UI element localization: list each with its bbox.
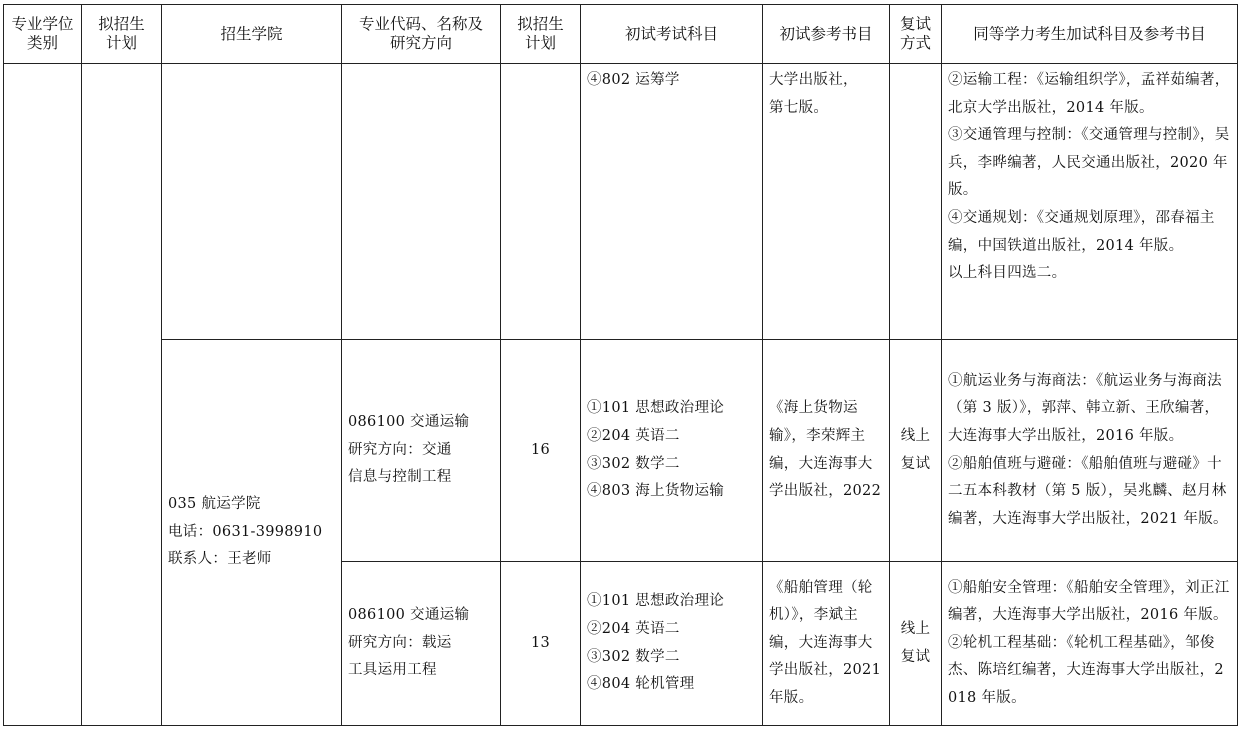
extra-note: 以上科目四选二。 <box>948 265 1067 282</box>
plan-cell: 16 <box>501 340 581 562</box>
ref-books-cell: 《船舶管理（轮机）》，李斌主编，大连海事大学出版社，2021 年版。 <box>763 562 890 726</box>
major-cell-empty <box>342 64 501 340</box>
exam-subject: ④802 运筹学 <box>587 72 680 88</box>
exam-subjects-cell <box>581 64 763 340</box>
extra-subjects-cell <box>942 64 1238 340</box>
ref-books-cell: 大学出版社， 第七版。 <box>763 64 890 340</box>
college-name: 035 航运学院 <box>168 496 261 513</box>
ref-books-cell: 《海上货物运输》，李荣辉主编，大连海事大学出版社，2022 <box>763 340 890 562</box>
exam-subjects-cell <box>581 562 763 726</box>
header-plan-total: 拟招生计划 <box>82 5 162 64</box>
college-cell-empty <box>162 64 342 340</box>
exam-subject: ④803 海上货物运输 <box>587 483 725 500</box>
plan-cell: 13 <box>501 562 581 726</box>
plan-cell-empty <box>501 64 581 340</box>
exam-subject: ③302 数学二 <box>587 455 680 472</box>
major-cell: 086100 交通运输 研究方向：载运 工具运用工程 <box>342 562 501 726</box>
extra-subject: ①航运业务与海商法：《航运业务与海商法（第 3 版）》，郭萍、韩立新、王欣编著，大连海事大学出版社，2016 年版。 <box>948 372 1222 444</box>
extra-subject: ③交通管理与控制：《交通管理与控制》，吴兵，李晔编著，人民交通出版社，2020 年版。 <box>948 127 1230 199</box>
admissions-table <box>3 4 1238 726</box>
plan-total-cell <box>82 64 162 726</box>
header-degree-type: 专业学位类别 <box>4 5 82 64</box>
header-extra-subjects: 同等学力考生加试科目及参考书目 <box>942 5 1238 64</box>
college-cell <box>162 340 342 726</box>
exam-subject: ③302 数学二 <box>587 648 680 665</box>
header-college: 招生学院 <box>162 5 342 64</box>
exam-subject: ②204 英语二 <box>587 427 680 444</box>
extra-subject: ②轮机工程基础：《轮机工程基础》，邹俊杰、陈培红编著，大连海事大学出版社，2018 年版。 <box>948 634 1224 706</box>
degree-type-cell <box>4 64 82 726</box>
exam-subject: ②204 英语二 <box>587 620 680 637</box>
header-ref-books: 初试参考书目 <box>763 5 890 64</box>
header-exam-subjects: 初试考试科目 <box>581 5 763 64</box>
extra-subject: ②船舶值班与避碰：《船舶值班与避碰》十二五本科教材（第 5 版），吴兆麟、赵月林编著，大连海事大学出版社，2021 年版。 <box>948 455 1228 527</box>
extra-subjects-cell <box>942 340 1238 562</box>
extra-subject: ④交通规划：《交通规划原理》，邵春福主编，中国铁道出版社，2014 年版。 <box>948 209 1215 254</box>
extra-subjects-cell <box>942 562 1238 726</box>
extra-subject: ①船舶安全管理：《船舶安全管理》，刘正江编著，大连海事大学出版社，2016 年版。 <box>948 579 1230 624</box>
header-retest: 复试方式 <box>890 5 942 64</box>
extra-subject: ②运输工程：《运输组织学》，孟祥茹编著，北京大学出版社，2014 年版。 <box>948 72 1230 116</box>
header-major: 专业代码、名称及研究方向 <box>342 5 501 64</box>
header-row <box>4 5 1238 64</box>
exam-subject: ①101 思想政治理论 <box>587 400 725 417</box>
college-contact: 联系人：王老师 <box>168 551 272 568</box>
table-row <box>4 340 1238 562</box>
retest-cell-empty <box>890 64 942 340</box>
college-phone: 电话：0631-3998910 <box>168 523 323 540</box>
exam-subject: ①101 思想政治理论 <box>587 593 725 610</box>
table-row <box>4 64 1238 340</box>
exam-subject: ④804 轮机管理 <box>587 676 695 693</box>
header-plan: 拟招生计划 <box>501 5 581 64</box>
retest-cell: 线上 复试 <box>890 340 942 562</box>
major-cell: 086100 交通运输 研究方向：交通 信息与控制工程 <box>342 340 501 562</box>
exam-subjects-cell <box>581 340 763 562</box>
retest-cell: 线上 复试 <box>890 562 942 726</box>
